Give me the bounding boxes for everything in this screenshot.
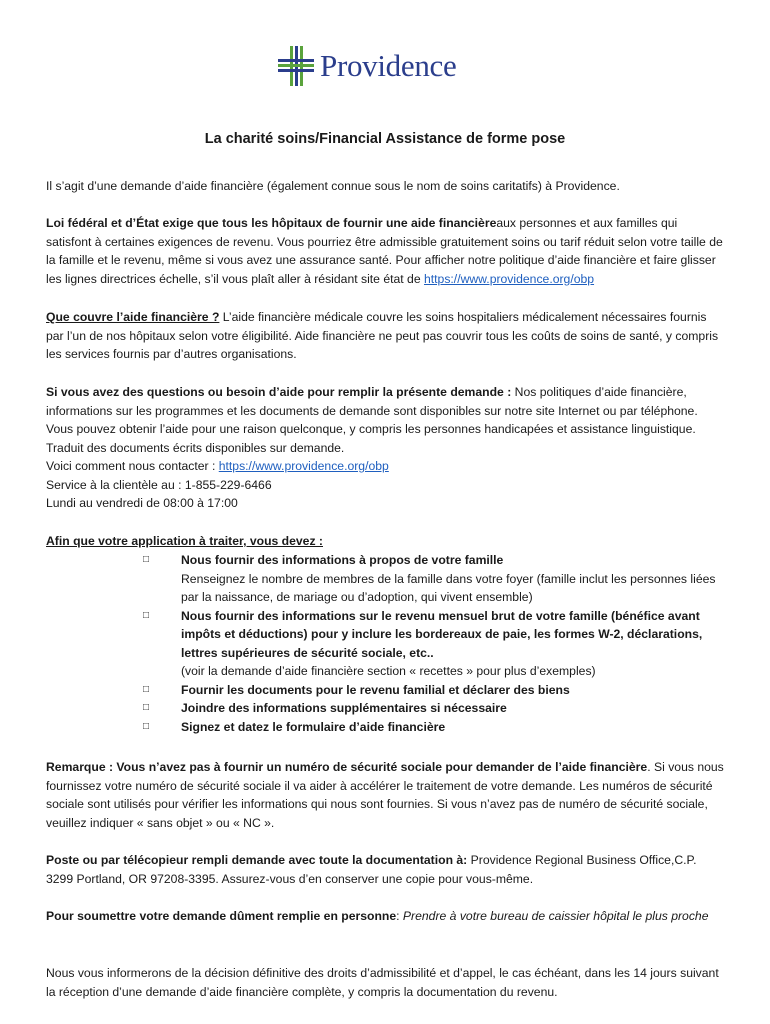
questions-paragraph xyxy=(46,383,726,457)
checklist-heading: Afin que votre application à traiter, vous devez : xyxy=(46,534,323,548)
checkbox-icon: □ xyxy=(142,554,149,565)
mail-paragraph xyxy=(46,851,726,888)
contact-line xyxy=(46,457,726,476)
checklist-item-title: Fournir les documents pour le revenu familial et déclarer des biens xyxy=(181,682,570,697)
decision-paragraph: Nous vous informerons de la décision définitive des droits d’admissibilité et d’appel, le cas échéant, dans les 14 jours suivant la réception d’une demande d’aide financière complète, y compris la documentation du revenu. xyxy=(46,966,719,999)
contact-label: Voici comment nous contacter : xyxy=(46,459,219,473)
checklist-item xyxy=(46,699,726,718)
checklist-item-detail: (voir la demande d’aide financière section « recettes » pour plus d’exemples) xyxy=(181,664,596,678)
checklist xyxy=(46,551,726,736)
law-paragraph xyxy=(46,214,726,288)
mail-bold: Poste ou par télécopieur rempli demande avec toute la documentation à: xyxy=(46,853,468,867)
checklist-item xyxy=(46,551,726,607)
checklist-item-title: Nous fournir des informations à propos de votre famille xyxy=(181,553,504,567)
contact-link[interactable]: https://www.providence.org/obp xyxy=(218,459,389,473)
note-bold: Remarque : Vous n’avez pas à fournir un numéro de sécurité sociale pour demander de l’aide financière xyxy=(46,760,648,774)
coverage-text: L’aide financière médicale couvre les soins hospitaliers médicalement nécessaires fournis par l’un de nos hôpitaux selon votre éligibilité. Aide financière ne peut pas couvrir tous les coûts de soins de santé, y compris les services fournis par d’autres organisations. xyxy=(46,310,719,361)
hours-line: Lundi au vendredi de 08:00 à 17:00 xyxy=(46,496,238,510)
intro-paragraph: Il s’agit d’une demande d’aide financière (également connue sous le nom de soins caritatifs) à Providence. xyxy=(46,179,620,193)
note-paragraph xyxy=(46,758,726,832)
note-text: . Si vous nous fournissez votre numéro de sécurité sociale il va aider à accélérer le traitement de votre demande. Les numéros de sécurité sociale sont utilisés pour vérifier les informations qui nous sont fournies. Si vous n’avez pas de numéro de sécurité sociale, veuillez indiquer « sans objet » ou « NC ». xyxy=(46,760,724,830)
mail-text: Providence Regional Business Office,C.P. 3299 Portland, OR 97208-3395. Assurez-vous d’en conserver une copie pour vous-même. xyxy=(46,853,697,886)
providence-logo xyxy=(278,44,456,88)
checkbox-icon: □ xyxy=(142,683,149,695)
policy-link[interactable]: https://www.providence.org/obp xyxy=(424,271,595,286)
law-bold: Loi fédéral et d’État exige que tous les hôpitaux de fournir une aide financière xyxy=(46,216,497,230)
checklist-item xyxy=(46,718,726,737)
checklist-item xyxy=(46,681,726,700)
page-title: La charité soins/Financial Assistance de forme pose xyxy=(204,131,566,147)
checkbox-icon: □ xyxy=(142,720,149,732)
checkbox-icon: □ xyxy=(142,702,149,713)
coverage-paragraph xyxy=(46,308,726,364)
questions-text: Nos politiques d’aide financière, informations sur les programmes et les documents de demande sont disponibles sur notre site Internet ou par téléphone. Vous pouvez obtenir l’aide pour une raison quelconque, y compris les personnes handicapées et assistance linguistique. Traduit des documents écrits disponibles sur demande. xyxy=(46,385,698,455)
checklist-item-title: Nous fournir des informations sur le revenu mensuel brut de votre famille (bénéfice avant impôts et déductions) pour y inclure les bordereaux de paie, les formes W-2, déclarations, lettres supérieures de sécurité sociale, etc.. xyxy=(181,608,703,660)
providence-cross-icon xyxy=(278,46,314,86)
phone-line: Service à la clientèle au : 1-855-229-6466 xyxy=(46,477,272,492)
questions-bold: Si vous avez des questions ou besoin d’aide pour remplir la présente demande : xyxy=(46,385,512,399)
coverage-heading: Que couvre l’aide financière ? xyxy=(46,310,220,324)
in-person-bold: Pour soumettre votre demande dûment remplie en personne xyxy=(46,909,397,923)
checklist-item xyxy=(46,607,726,681)
checkbox-icon: □ xyxy=(142,609,149,621)
checklist-item-detail: Renseignez le nombre de membres de la famille dans votre foyer (famille inclut les personnes liées par la naissance, de mariage ou d’adoption, qui vivent ensemble) xyxy=(181,571,716,604)
in-person-italic: Prendre à votre bureau de caissier hôpital le plus proche xyxy=(402,909,709,923)
questions-section xyxy=(46,383,726,513)
logo-wordmark: Providence xyxy=(320,47,457,83)
checklist-item-title: Joindre des informations supplémentaires si nécessaire xyxy=(181,701,507,715)
checklist-item-title: Signez et datez le formulaire d’aide financière xyxy=(181,719,446,734)
law-text: aux personnes et aux familles qui satisfont à certaines exigences de revenu. Vous pourriez être admissible gratuitement soins ou tarif réduit selon votre taille de la famille et le revenu, même si vous avez une assurance santé. Pour afficher notre politique d’aide financière et faire glisser les lignes directrices échelle, s’il vous plaît aller à résidant site état de xyxy=(46,216,723,286)
in-person-paragraph: Pour soumettre votre demande dûment remplie en personne: Prendre à votre bureau de caissier hôpital le plus proche xyxy=(46,909,709,923)
